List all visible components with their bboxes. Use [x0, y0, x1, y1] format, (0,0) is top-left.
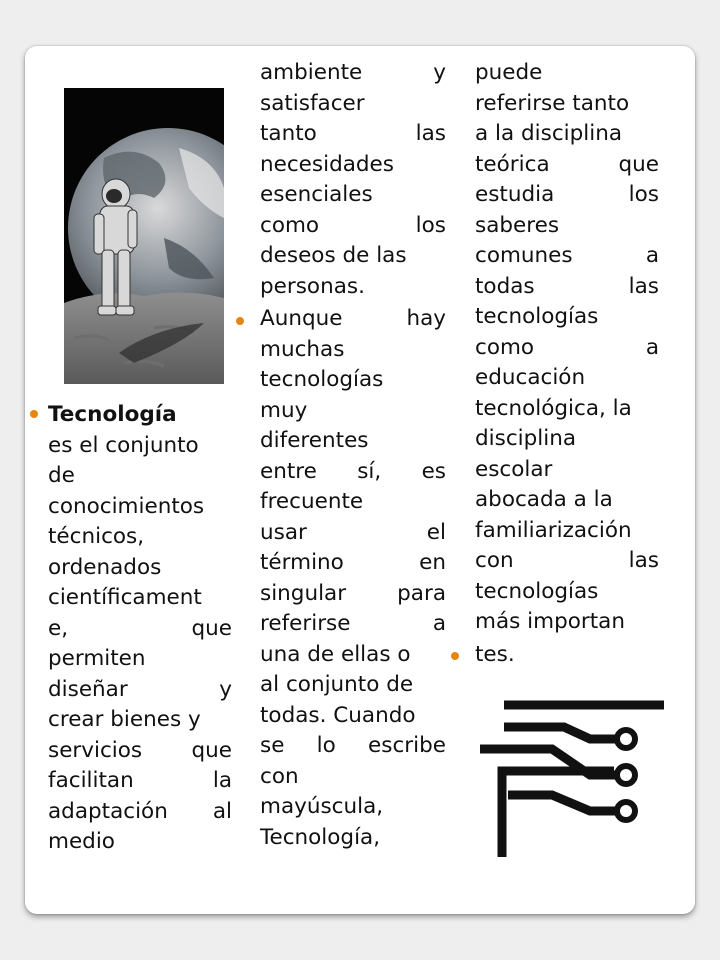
text-word: que — [191, 615, 232, 641]
text-word: los — [415, 212, 446, 238]
text-line — [260, 518, 446, 549]
col2-paragraph-2 — [260, 304, 446, 853]
text-word: estudia — [475, 182, 555, 207]
text-line — [260, 731, 446, 762]
text-line: mayúscula, — [260, 794, 384, 819]
text-line: al conjunto de — [260, 672, 414, 697]
col3-paragraph — [475, 58, 659, 638]
text-line — [260, 211, 446, 242]
col3-tail: tes. — [475, 642, 515, 667]
text-line: puede — [475, 60, 543, 85]
text-line — [260, 609, 446, 640]
text-column-3 — [475, 58, 659, 638]
text-line: escolar — [475, 456, 553, 482]
text-word: lo — [316, 733, 336, 758]
text-line — [475, 272, 659, 303]
text-line: saberes — [475, 212, 560, 238]
text-word: se — [260, 733, 285, 758]
text-line: con — [260, 763, 299, 789]
text-line: educación — [475, 365, 586, 390]
text-line: satisfacer — [260, 90, 365, 116]
text-word: facilitan — [48, 768, 134, 793]
text-line — [260, 579, 446, 610]
text-word: ambiente — [260, 60, 363, 85]
text-word: sí, — [357, 458, 382, 484]
text-word: el — [426, 519, 446, 545]
text-word: que — [618, 151, 659, 177]
text-line — [475, 180, 659, 211]
text-word: referirse — [260, 611, 351, 636]
text-word: todas — [475, 273, 535, 299]
text-line: muchas — [260, 336, 345, 362]
text-line: todas. Cuando — [260, 702, 416, 728]
text-line: a la disciplina — [475, 121, 623, 146]
text-column-2 — [260, 58, 446, 302]
text-word: singular — [260, 580, 347, 606]
text-line: permiten — [48, 646, 146, 671]
text-line — [475, 333, 659, 364]
text-word: como — [260, 212, 320, 238]
text-line — [48, 675, 232, 706]
text-line: familiarización — [475, 517, 632, 543]
text-word: comunes — [475, 243, 573, 268]
text-word: las — [628, 548, 659, 573]
text-word: que — [191, 737, 232, 763]
term-heading: Tecnología — [48, 402, 177, 427]
text-line — [48, 736, 232, 767]
text-line: esenciales — [260, 182, 373, 207]
text-word: adaptación — [48, 798, 168, 824]
text-word: diseñar — [48, 676, 128, 702]
text-line: crear bienes y — [48, 707, 201, 732]
text-line: Tecnología, — [260, 824, 381, 850]
text-line: referirse tanto — [475, 90, 630, 116]
text-word: servicios — [48, 737, 143, 763]
text-line — [260, 304, 446, 335]
text-line: una de ellas o — [260, 641, 411, 667]
text-line: deseos de las — [260, 243, 407, 268]
text-column-1 — [48, 400, 232, 858]
text-line — [260, 58, 446, 89]
text-line — [48, 766, 232, 797]
text-line: tecnologías — [475, 304, 599, 329]
text-line — [475, 546, 659, 577]
bullet-col3 — [451, 652, 459, 660]
text-line: tecnologías — [260, 367, 384, 392]
text-word: escribe — [368, 733, 446, 758]
text-line: necesidades — [260, 151, 394, 177]
text-line: diferentes — [260, 428, 369, 453]
text-column-3-tail — [475, 640, 659, 671]
text-line: tecnologías — [475, 578, 599, 604]
bullet-col2 — [236, 317, 244, 325]
text-word: para — [397, 580, 446, 606]
text-word: los — [628, 182, 659, 207]
text-line: frecuente — [260, 489, 364, 514]
text-word: las — [628, 273, 659, 299]
text-line: más importan — [475, 609, 625, 634]
text-word: término — [260, 550, 344, 575]
text-word: como — [475, 334, 535, 360]
text-line: de — [48, 463, 75, 488]
text-word: tanto — [260, 121, 317, 146]
text-line — [260, 548, 446, 579]
text-line: ordenados — [48, 554, 162, 580]
text-word: las — [415, 121, 446, 146]
text-line — [475, 150, 659, 181]
text-word: en — [419, 550, 446, 575]
text-word: con — [475, 548, 514, 573]
astronaut-photo — [64, 88, 224, 384]
text-line — [48, 797, 232, 828]
bullet-col1 — [30, 410, 38, 418]
text-word: usar — [260, 519, 307, 545]
text-line: técnicos, — [48, 524, 145, 549]
text-line: muy — [260, 397, 308, 423]
text-word: Aunque — [260, 306, 343, 331]
text-word: es — [421, 458, 446, 484]
text-word: entre — [260, 458, 317, 484]
text-line: conocimientos — [48, 493, 205, 519]
text-line — [475, 241, 659, 272]
text-word: y — [433, 60, 446, 85]
text-line: personas. — [260, 273, 365, 299]
col1-paragraph — [48, 431, 232, 858]
text-line — [48, 614, 232, 645]
text-column-2b — [260, 304, 446, 853]
text-line: tecnológica, la — [475, 395, 632, 421]
text-line: abocada a la — [475, 487, 613, 512]
text-line: científicament — [48, 585, 202, 610]
col2-paragraph-1 — [260, 58, 446, 302]
text-line: es el conjunto — [48, 432, 199, 458]
text-word: la — [212, 768, 232, 793]
text-word: teórica — [475, 151, 550, 177]
text-word: a — [645, 334, 659, 360]
text-word: y — [219, 676, 232, 702]
text-word: hay — [406, 306, 446, 331]
text-word: e, — [48, 615, 69, 641]
text-word: al — [212, 798, 232, 824]
text-line — [260, 119, 446, 150]
text-line: medio — [48, 829, 115, 854]
circuit-icon — [478, 693, 664, 857]
text-line: disciplina — [475, 426, 577, 451]
text-word: a — [432, 611, 446, 636]
text-line — [260, 457, 446, 488]
text-word: a — [645, 243, 659, 268]
